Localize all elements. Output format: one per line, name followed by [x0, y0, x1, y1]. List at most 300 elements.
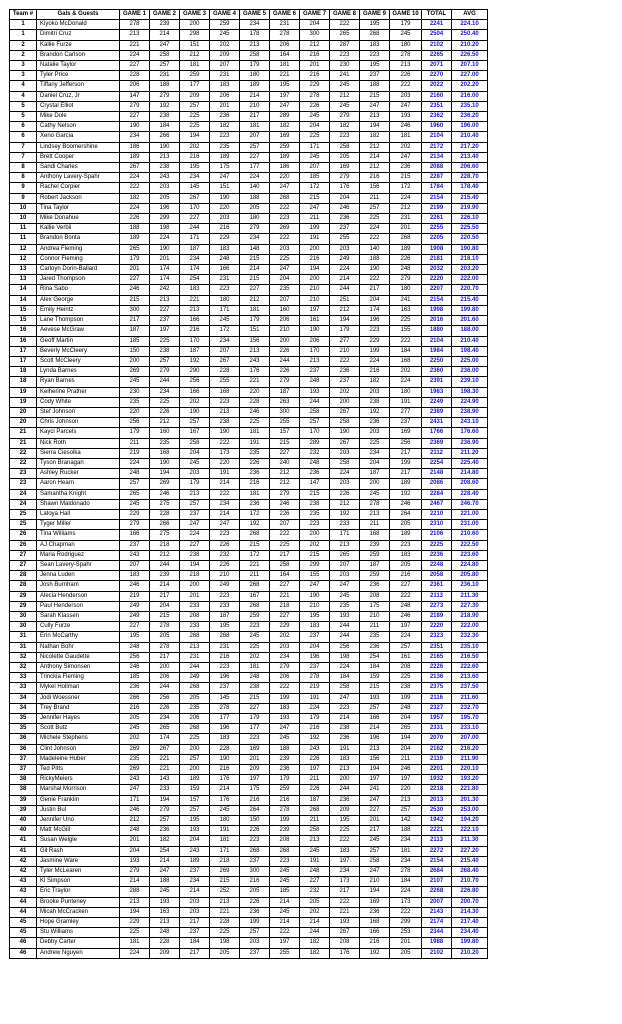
game-2-cell: 242: [150, 285, 180, 295]
total-score-cell: 2255: [422, 224, 452, 234]
game-8-cell: 202: [330, 387, 360, 397]
game-4-cell: 191: [210, 826, 240, 836]
team-number-cell: 18: [10, 377, 37, 387]
game-7-cell: 300: [300, 30, 330, 40]
average-score-cell: 227.00: [452, 71, 488, 81]
total-score-cell: 2389: [422, 407, 452, 417]
team-number-cell: 14: [10, 295, 37, 305]
game-5-cell: 203: [240, 938, 270, 948]
total-score-cell: 2113: [422, 836, 452, 846]
player-name-cell: Tina Taylor: [37, 203, 120, 213]
game-7-cell: 236: [300, 469, 330, 479]
game-1-cell: 246: [120, 581, 150, 591]
game-1-cell: 215: [120, 295, 150, 305]
team-number-cell: 40: [10, 816, 37, 826]
game-10-cell: 223: [390, 540, 422, 550]
team-number-cell: 9: [10, 193, 37, 203]
game-5-cell: 224: [240, 173, 270, 183]
team-number-cell: 37: [10, 765, 37, 775]
player-name-cell: Nick Roth: [37, 438, 120, 448]
team-number-cell: 31: [10, 642, 37, 652]
game-7-cell: 216: [300, 71, 330, 81]
game-1-cell: 193: [120, 856, 150, 866]
game-9-cell: 184: [360, 663, 390, 673]
game-1-cell: 230: [120, 387, 150, 397]
game-1-cell: 227: [120, 61, 150, 71]
average-score-cell: 222.00: [452, 622, 488, 632]
game-6-cell: 207: [270, 520, 300, 530]
game-10-cell: 268: [390, 234, 422, 244]
table-row: [10, 101, 488, 111]
game-9-cell: 194: [360, 122, 390, 132]
game-2-cell: 245: [150, 887, 180, 897]
game-3-cell: 235: [180, 703, 210, 713]
game-4-cell: 238: [210, 418, 240, 428]
game-10-cell: 173: [390, 897, 422, 907]
game-5-cell: 238: [240, 683, 270, 693]
game-10-cell: 265: [390, 724, 422, 734]
game-6-cell: 202: [270, 632, 300, 642]
player-name-cell: Trinckia Fleming: [37, 673, 120, 683]
game-8-cell: 205: [330, 152, 360, 162]
game-5-cell: 258: [240, 50, 270, 60]
total-score-cell: 2106: [422, 530, 452, 540]
average-score-cell: 211.60: [452, 693, 488, 703]
game-9-cell: 194: [360, 765, 390, 775]
table-row: [10, 928, 488, 938]
average-score-cell: 211.20: [452, 448, 488, 458]
game-5-cell: 225: [240, 642, 270, 652]
team-number-cell: 34: [10, 703, 37, 713]
player-name-cell: Justin Bul: [37, 805, 120, 815]
game-1-cell: 224: [120, 50, 150, 60]
game-9-cell: 216: [360, 367, 390, 377]
game-8-cell: 222: [330, 356, 360, 366]
game-3-cell: 234: [180, 173, 210, 183]
game-6-cell: 157: [270, 428, 300, 438]
game-4-cell: 245: [210, 30, 240, 40]
game-2-cell: 212: [150, 418, 180, 428]
game-9-cell: 204: [360, 458, 390, 468]
game-4-cell: 223: [210, 663, 240, 673]
game-3-cell: 204: [180, 448, 210, 458]
game-6-cell: 259: [270, 142, 300, 152]
game-2-cell: 266: [150, 520, 180, 530]
table-row: [10, 346, 488, 356]
total-score-cell: 2273: [422, 601, 452, 611]
game-6-cell: 269: [270, 224, 300, 234]
game-9-cell: 236: [360, 642, 390, 652]
game-8-cell: 224: [330, 265, 360, 275]
total-score-cell: 2248: [422, 560, 452, 570]
team-number-cell: 2: [10, 40, 37, 50]
game-6-cell: 188: [270, 744, 300, 754]
game-9-cell: 156: [360, 754, 390, 764]
table-row: [10, 377, 488, 387]
game-4-cell: 183: [210, 81, 240, 91]
game-6-cell: 221: [270, 71, 300, 81]
player-name-cell: Scott McCleery: [37, 356, 120, 366]
game-9-cell: 201: [360, 816, 390, 826]
average-score-cell: 226.10: [452, 214, 488, 224]
team-number-cell: 24: [10, 499, 37, 509]
game-1-cell: 249: [120, 601, 150, 611]
team-number-cell: 17: [10, 346, 37, 356]
total-score-cell: 2154: [422, 295, 452, 305]
game-5-cell: 188: [240, 193, 270, 203]
player-name-cell: Cully Furze: [37, 622, 120, 632]
game-5-cell: 156: [240, 336, 270, 346]
game-7-cell: 215: [300, 193, 330, 203]
table-row: [10, 499, 488, 509]
game-4-cell: 215: [210, 877, 240, 887]
game-4-cell: 209: [210, 50, 240, 60]
total-score-cell: 2362: [422, 112, 452, 122]
game-8-cell: 191: [330, 744, 360, 754]
game-4-cell: 268: [210, 632, 240, 642]
game-6-cell: 182: [270, 122, 300, 132]
game-3-cell: 203: [180, 897, 210, 907]
game-8-cell: 195: [330, 816, 360, 826]
table-row: [10, 254, 488, 264]
average-score-cell: 216.50: [452, 652, 488, 662]
game-4-cell: 210: [210, 571, 240, 581]
game-3-cell: 237: [180, 509, 210, 519]
game-4-cell: 231: [210, 71, 240, 81]
total-score-cell: 2205: [422, 234, 452, 244]
game-8-cell: 247: [330, 581, 360, 591]
game-7-cell: 237: [300, 663, 330, 673]
game-2-cell: 184: [150, 122, 180, 132]
game-8-cell: 237: [330, 377, 360, 387]
game-2-cell: 163: [150, 907, 180, 917]
game-6-cell: 226: [270, 509, 300, 519]
game-9-cell: 268: [360, 30, 390, 40]
game-2-cell: 188: [150, 877, 180, 887]
average-score-cell: 198.40: [452, 346, 488, 356]
game-9-cell: 259: [360, 550, 390, 560]
game-10-cell: 189: [390, 244, 422, 254]
game-6-cell: 214: [270, 897, 300, 907]
game-1-cell: 185: [120, 336, 150, 346]
total-score-cell: 2071: [422, 61, 452, 71]
game-5-cell: 221: [240, 560, 270, 570]
player-name-cell: Kl Simpson: [37, 877, 120, 887]
average-score-cell: 216.00: [452, 91, 488, 101]
game-9-cell: 211: [360, 622, 390, 632]
game-10-cell: 227: [390, 581, 422, 591]
game-2-cell: 266: [150, 132, 180, 142]
average-score-cell: 222.00: [452, 275, 488, 285]
table-row: [10, 275, 488, 285]
game-10-cell: 197: [390, 775, 422, 785]
average-score-cell: 202.20: [452, 81, 488, 91]
game-5-cell: 234: [240, 20, 270, 30]
game-3-cell: 184: [180, 938, 210, 948]
table-row: [10, 489, 488, 499]
player-name-cell: Robert Jackson: [37, 193, 120, 203]
game-5-cell: 214: [240, 91, 270, 101]
game-10-cell: 225: [390, 316, 422, 326]
game-9-cell: 174: [360, 305, 390, 315]
total-score-cell: 2058: [422, 571, 452, 581]
game-7-cell: 202: [300, 540, 330, 550]
team-number-cell: 44: [10, 907, 37, 917]
average-score-cell: 194.20: [452, 816, 488, 826]
total-score-cell: 2270: [422, 71, 452, 81]
game-8-cell: 214: [330, 714, 360, 724]
average-score-cell: 268.40: [452, 867, 488, 877]
total-score-cell: 2261: [422, 214, 452, 224]
player-name-cell: Rina Sabo: [37, 285, 120, 295]
game-2-cell: 234: [150, 714, 180, 724]
table-row: [10, 652, 488, 662]
game-4-cell: 218: [210, 856, 240, 866]
game-7-cell: 191: [300, 234, 330, 244]
game-9-cell: 258: [360, 856, 390, 866]
game-3-cell: 268: [180, 632, 210, 642]
table-row: [10, 469, 488, 479]
game-7-cell: 248: [300, 458, 330, 468]
game-5-cell: 192: [240, 520, 270, 530]
game-4-cell: 180: [210, 816, 240, 826]
total-score-cell: 1988: [422, 938, 452, 948]
game-4-cell: 226: [210, 560, 240, 570]
average-score-cell: 243.10: [452, 418, 488, 428]
game-10-cell: 216: [390, 571, 422, 581]
game-10-cell: 189: [390, 479, 422, 489]
game-4-cell: 223: [210, 285, 240, 295]
game-1-cell: 227: [120, 112, 150, 122]
game-6-cell: 212: [270, 469, 300, 479]
game-2-cell: 225: [150, 336, 180, 346]
game-9-cell: 247: [360, 101, 390, 111]
average-score-cell: 223.60: [452, 550, 488, 560]
game-4-cell: 234: [210, 336, 240, 346]
game-6-cell: 245: [270, 734, 300, 744]
game-5-cell: 213: [240, 346, 270, 356]
total-score-cell: 2070: [422, 734, 452, 744]
game-1-cell: 206: [120, 81, 150, 91]
game-1-cell: 245: [120, 499, 150, 509]
player-name-cell: Mike Donahue: [37, 214, 120, 224]
game-3-cell: 167: [180, 428, 210, 438]
game-10-cell: 246: [390, 122, 422, 132]
game-9-cell: 195: [360, 20, 390, 30]
table-row: [10, 601, 488, 611]
game-8-cell: 198: [330, 652, 360, 662]
game-10-cell: 224: [390, 193, 422, 203]
game-2-cell: 267: [150, 744, 180, 754]
average-score-cell: 214.80: [452, 469, 488, 479]
game-4-cell: 248: [210, 254, 240, 264]
table-row: [10, 948, 488, 958]
game-1-cell: 229: [120, 918, 150, 928]
player-name-cell: Crystal Elliot: [37, 101, 120, 111]
game-2-cell: 256: [150, 693, 180, 703]
game-7-cell: 190: [300, 591, 330, 601]
game-10-cell: 181: [390, 846, 422, 856]
game-9-cell: 210: [360, 611, 390, 621]
team-number-cell: 12: [10, 254, 37, 264]
game-6-cell: 183: [270, 703, 300, 713]
game-7-cell: 226: [300, 785, 330, 795]
player-name-cell: Brandon Bonta: [37, 234, 120, 244]
game-8-cell: 244: [330, 622, 360, 632]
game-9-cell: 211: [360, 193, 390, 203]
total-score-cell: 1984: [422, 346, 452, 356]
player-name-cell: Latoya Hall: [37, 509, 120, 519]
player-name-cell: Jasmine Ware: [37, 856, 120, 866]
game-1-cell: 182: [120, 193, 150, 203]
average-score-cell: 203.20: [452, 265, 488, 275]
game-8-cell: 203: [330, 448, 360, 458]
player-name-cell: Brooke Punteney: [37, 897, 120, 907]
table-row: [10, 856, 488, 866]
average-score-cell: 176.60: [452, 428, 488, 438]
game-7-cell: 216: [300, 724, 330, 734]
game-8-cell: 207: [330, 560, 360, 570]
game-7-cell: 244: [300, 928, 330, 938]
game-7-cell: 211: [300, 816, 330, 826]
game-10-cell: 236: [390, 163, 422, 173]
game-3-cell: 218: [180, 571, 210, 581]
game-4-cell: 221: [210, 907, 240, 917]
total-score-cell: 1908: [422, 244, 452, 254]
average-score-cell: 213.40: [452, 152, 488, 162]
game-7-cell: 147: [300, 479, 330, 489]
game-6-cell: 226: [270, 346, 300, 356]
game-8-cell: 237: [330, 224, 360, 234]
column-header: TOTAL: [422, 10, 452, 20]
game-1-cell: 236: [120, 683, 150, 693]
game-6-cell: 206: [270, 673, 300, 683]
team-number-cell: 7: [10, 152, 37, 162]
game-4-cell: 176: [210, 795, 240, 805]
table-row: [10, 326, 488, 336]
game-3-cell: 225: [180, 734, 210, 744]
game-3-cell: 183: [180, 285, 210, 295]
average-score-cell: 190.80: [452, 244, 488, 254]
game-10-cell: 192: [390, 489, 422, 499]
player-name-cell: Alecia Henderson: [37, 591, 120, 601]
game-10-cell: 180: [390, 285, 422, 295]
game-2-cell: 236: [150, 826, 180, 836]
game-7-cell: 200: [300, 244, 330, 254]
game-1-cell: 225: [120, 928, 150, 938]
game-4-cell: 235: [210, 142, 240, 152]
game-8-cell: 208: [330, 938, 360, 948]
team-number-cell: 28: [10, 571, 37, 581]
player-name-cell: Lane Thompson: [37, 316, 120, 326]
game-10-cell: 163: [390, 305, 422, 315]
player-name-cell: Eric Traylor: [37, 887, 120, 897]
total-score-cell: 2375: [422, 683, 452, 693]
game-8-cell: 204: [330, 193, 360, 203]
game-7-cell: 258: [300, 826, 330, 836]
game-2-cell: 214: [150, 856, 180, 866]
game-7-cell: 214: [300, 918, 330, 928]
column-header: GAME 3: [180, 10, 210, 20]
game-7-cell: 192: [300, 734, 330, 744]
game-9-cell: 182: [360, 377, 390, 387]
game-6-cell: 255: [270, 948, 300, 958]
game-9-cell: 192: [360, 948, 390, 958]
game-9-cell: 236: [360, 418, 390, 428]
game-9-cell: 188: [360, 81, 390, 91]
player-name-cell: Rachel Corpier: [37, 183, 120, 193]
table-row: [10, 714, 488, 724]
game-2-cell: 275: [150, 499, 180, 509]
table-row: [10, 50, 488, 60]
game-5-cell: 227: [240, 703, 270, 713]
game-4-cell: 233: [210, 601, 240, 611]
team-number-cell: 42: [10, 856, 37, 866]
game-8-cell: 214: [330, 275, 360, 285]
total-score-cell: 2225: [422, 540, 452, 550]
game-7-cell: 215: [300, 489, 330, 499]
game-5-cell: 248: [240, 673, 270, 683]
game-1-cell: 229: [120, 509, 150, 519]
game-6-cell: 214: [270, 918, 300, 928]
average-score-cell: 205.80: [452, 571, 488, 581]
game-5-cell: 268: [240, 581, 270, 591]
game-4-cell: 223: [210, 591, 240, 601]
game-4-cell: 171: [210, 305, 240, 315]
game-3-cell: 244: [180, 224, 210, 234]
table-row: [10, 877, 488, 887]
game-6-cell: 240: [270, 458, 300, 468]
player-name-cell: Tyler Price: [37, 71, 120, 81]
game-9-cell: 193: [360, 693, 390, 703]
column-header: GAME 7: [300, 10, 330, 20]
table-row: [10, 142, 488, 152]
game-9-cell: 215: [360, 91, 390, 101]
game-5-cell: 201: [240, 754, 270, 764]
total-score-cell: 2361: [422, 581, 452, 591]
game-1-cell: 202: [120, 734, 150, 744]
game-1-cell: 256: [120, 418, 150, 428]
average-score-cell: 219.90: [452, 203, 488, 213]
game-8-cell: 173: [330, 877, 360, 887]
game-4-cell: 259: [210, 20, 240, 30]
average-score-cell: 246.70: [452, 499, 488, 509]
total-score-cell: 2181: [422, 254, 452, 264]
game-9-cell: 216: [360, 938, 390, 948]
game-10-cell: 194: [390, 734, 422, 744]
game-8-cell: 222: [330, 20, 360, 30]
game-6-cell: 206: [270, 40, 300, 50]
game-10-cell: 191: [390, 397, 422, 407]
total-score-cell: 2684: [422, 867, 452, 877]
total-score-cell: 2431: [422, 418, 452, 428]
game-3-cell: 233: [180, 622, 210, 632]
player-name-cell: Ryan Barnes: [37, 377, 120, 387]
player-name-cell: Michele Stephens: [37, 734, 120, 744]
total-score-cell: 2148: [422, 469, 452, 479]
game-7-cell: 237: [300, 367, 330, 377]
team-number-cell: 28: [10, 581, 37, 591]
table-row: [10, 122, 488, 132]
game-3-cell: 166: [180, 316, 210, 326]
game-10-cell: 224: [390, 632, 422, 642]
game-5-cell: 209: [240, 765, 270, 775]
game-7-cell: 278: [300, 91, 330, 101]
game-9-cell: 212: [360, 142, 390, 152]
table-row: [10, 530, 488, 540]
game-2-cell: 143: [150, 775, 180, 785]
game-8-cell: 197: [330, 856, 360, 866]
